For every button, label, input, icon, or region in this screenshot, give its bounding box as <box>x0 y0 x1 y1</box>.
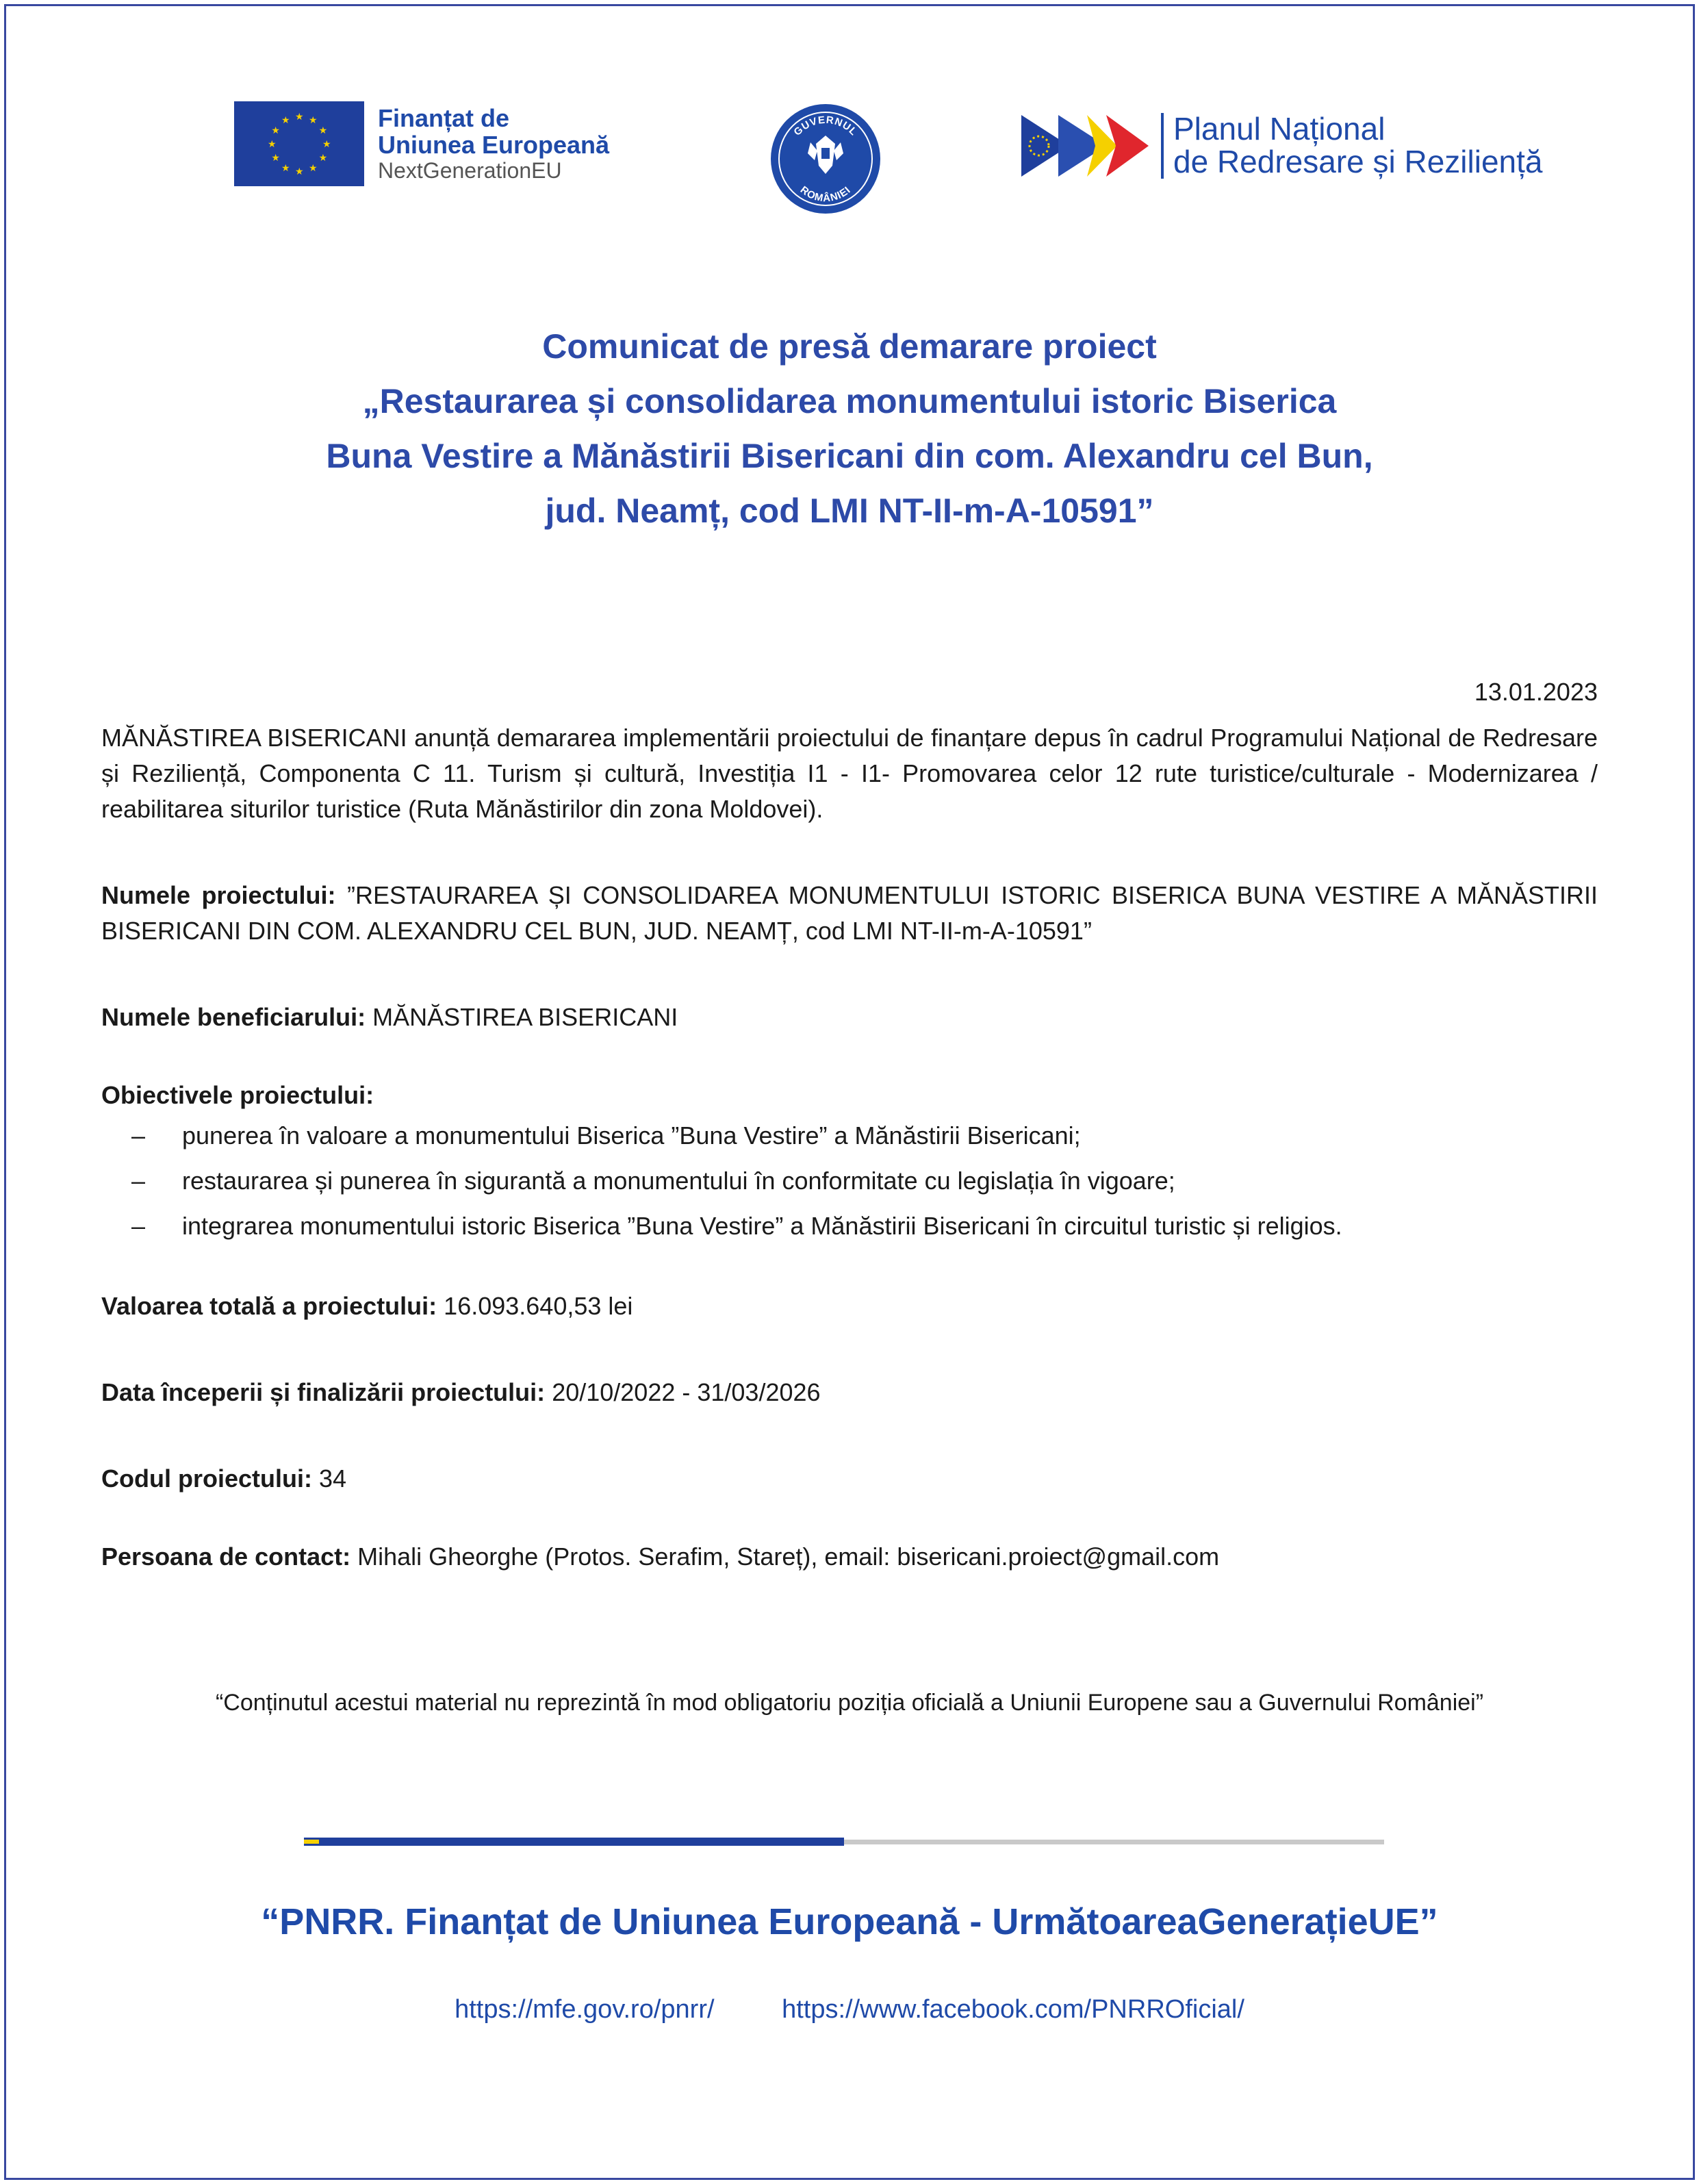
eu-logo-text <box>378 105 609 182</box>
eu-star-icon: ★ <box>295 166 304 177</box>
press-release-body <box>101 720 1598 1575</box>
government-seal-icon <box>769 103 882 215</box>
title-line-2: „Restaurarea și consolidarea monumentului istoric Biserica <box>362 382 1337 420</box>
eu-star-icon: ★ <box>318 152 328 163</box>
footer-bar-accent <box>304 1840 319 1844</box>
eu-star-icon: ★ <box>322 138 331 149</box>
objective-text: restaurarea și punerea în sigurantă a monumentului în conformitate cu legislația în vigoare; <box>182 1167 1175 1195</box>
release-date: 13.01.2023 <box>1474 678 1598 706</box>
total-value-field <box>101 1288 1598 1324</box>
bullet-dash: – <box>131 1167 146 1195</box>
eu-star-icon: ★ <box>309 114 318 126</box>
project-name-field <box>101 878 1598 949</box>
eu-star-icon: ★ <box>281 114 290 126</box>
project-code-label: Codul proiectului: <box>101 1464 312 1493</box>
intro-paragraph: MĂNĂSTIREA BISERICANI anunță demararea implementării proiectului de finanțare depus în cadrul Programului Național de Redresare și Reziliență, Componenta C 11. Turism și cultură, Investiția I1 - I1- Promovarea celor 12 rute turistice/culturale - Modernizarea / reabilitarea siturilor turistice (Ruta Mănăstirilor din zona Moldovei). <box>101 724 1598 823</box>
title-line-4: jud. Neamț, cod LMI NT-II-m-A-10591” <box>545 492 1154 530</box>
objectives-label: Obiectivele proiectului: <box>101 1081 374 1109</box>
objective-item <box>101 1204 1598 1249</box>
objective-item <box>101 1158 1598 1204</box>
objectives-list <box>101 1113 1598 1249</box>
pnrr-logo-line1: Planul Național <box>1173 111 1385 147</box>
eu-logo-line2: Uniunea Europeană <box>378 130 610 159</box>
beneficiary-field <box>101 1000 1598 1035</box>
eu-logo-line3: NextGenerationEU <box>378 157 562 183</box>
seal-top-text: GUVERNUL <box>791 114 860 138</box>
mfe-link[interactable]: https://mfe.gov.ro/pnrr/ <box>455 1995 715 2024</box>
government-seal-logo <box>769 103 882 215</box>
press-release-title <box>137 319 1562 538</box>
eu-star-icon: ★ <box>318 125 328 136</box>
total-value-label: Valoarea totală a proiectului: <box>101 1292 437 1320</box>
footer-bar-fill <box>304 1838 844 1846</box>
pnrr-logo-line2: de Redresare și Reziliență <box>1173 144 1543 179</box>
eu-star-icon: ★ <box>271 125 280 136</box>
title-line-3: Buna Vestire a Mănăstirii Bisericani din com. Alexandru cel Bun, <box>326 437 1373 475</box>
project-dates-value: 20/10/2022 - 31/03/2026 <box>552 1378 821 1406</box>
eu-star-icon: ★ <box>309 162 318 173</box>
eu-star-icon: ★ <box>271 152 280 163</box>
project-dates-label: Data începerii și finalizării proiectului: <box>101 1378 546 1406</box>
footer-progress-bar <box>304 1838 1384 1846</box>
contact-label: Persoana de contact: <box>101 1542 351 1571</box>
seal-bottom-text: ROMÂNIEI <box>797 183 854 205</box>
eu-flag-icon <box>234 101 364 186</box>
facebook-link[interactable]: https://www.facebook.com/PNRROficial/ <box>782 1995 1244 2024</box>
bullet-dash: – <box>131 1212 146 1240</box>
beneficiary-value: MĂNĂSTIREA BISERICANI <box>372 1003 678 1031</box>
eu-funding-logo <box>234 101 609 186</box>
beneficiary-label: Numele beneficiarului: <box>101 1003 366 1031</box>
objective-text: punerea în valoare a monumentului Biserica ”Buna Vestire” a Mănăstirii Bisericani; <box>182 1121 1081 1150</box>
project-code-value: 34 <box>318 1464 347 1493</box>
title-line-1: Comunicat de presă demarare proiect <box>542 327 1157 366</box>
eu-star-icon: ★ <box>295 111 304 122</box>
total-value-value: 16.093.640,53 lei <box>444 1292 633 1320</box>
footer-links <box>0 1995 1699 2024</box>
project-name-label: Numele proiectului: <box>101 881 336 909</box>
objective-item <box>101 1113 1598 1158</box>
project-dates-field <box>101 1375 1598 1410</box>
project-name-value: ”RESTAURAREA ȘI CONSOLIDAREA MONUMENTULUI ISTORIC BISERICA BUNA VESTIRE A MĂNĂSTIRII BISERICANI DIN COM. ALEXANDRU CEL BUN, JUD. NEAMȚ, cod LMI NT-II-m-A-10591” <box>101 881 1598 945</box>
bullet-dash: – <box>131 1121 146 1150</box>
objectives-section <box>101 1078 1598 1249</box>
pnrr-slogan: “PNRR. Finanțat de Uniunea Europeană - UrmătoareaGenerațieUE” <box>261 1901 1438 1942</box>
contact-value: Mihali Gheorghe (Protos. Serafim, Stareț), email: bisericani.proiect@gmail.com <box>357 1542 1220 1571</box>
eu-star-icon: ★ <box>281 162 290 173</box>
contact-field <box>101 1539 1598 1575</box>
pnrr-logo <box>1021 108 1543 183</box>
eu-logo-line1: Finanțat de <box>378 103 510 132</box>
objective-text: integrarea monumentului istoric Biserica ”Buna Vestire” a Mănăstirii Bisericani în circuitul turistic și religios. <box>182 1212 1342 1240</box>
pnrr-logo-text <box>1161 113 1543 179</box>
pnrr-arrows-icon <box>1021 108 1149 183</box>
project-code-field <box>101 1461 1598 1497</box>
eu-star-icon: ★ <box>268 138 277 149</box>
disclaimer-text: “Conținutul acestui material nu reprezintă în mod obligatoriu poziția oficială a Uniunii Europene sau a Guvernului României” <box>215 1690 1484 1716</box>
